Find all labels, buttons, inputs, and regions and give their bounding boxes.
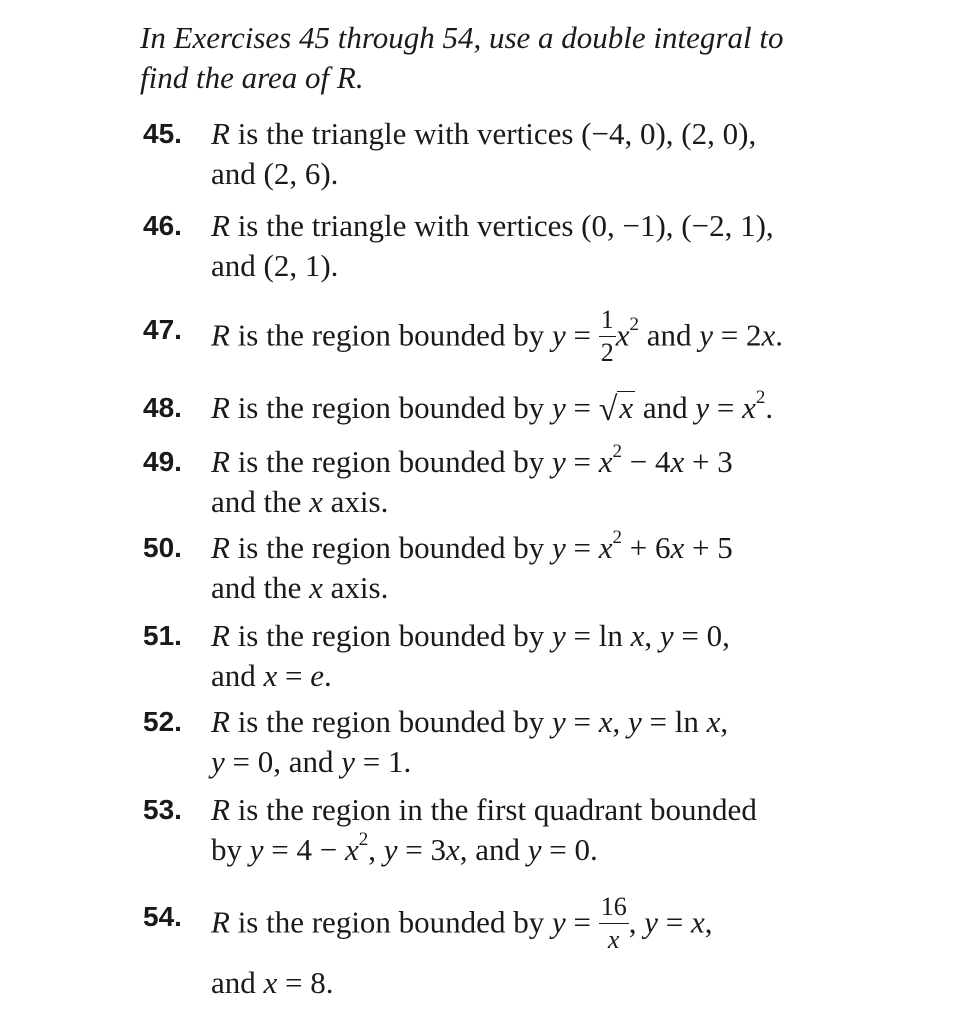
exercise-text-line-1: R is the region bounded by $y = x^2 - 4x + 3$ — [211, 440, 733, 479]
square-root: √x — [598, 390, 634, 428]
exercise-text-line-2: and x = 8. — [211, 965, 334, 1000]
exercise-number: 51. — [143, 620, 182, 651]
instructions-line-2: find the area of R. — [140, 60, 364, 95]
exercise-number: 54. — [143, 901, 182, 932]
fraction-one-half: $\frac{1}{2}$ — [600, 305, 614, 367]
exercise-text-line-1: R is the triangle with vertices (−4, 0), (2, 0), — [211, 116, 757, 151]
exercise-text-line-1: R is the triangle with vertices (0, −1), (−2, 1), — [211, 208, 774, 243]
exercise-text-line-1: R is the region in the first quadrant bounded — [211, 792, 757, 827]
exercise-text-line-2: and the x axis. — [211, 570, 389, 605]
exercise-text-line-2: and x = e. — [211, 658, 332, 693]
exercise-number: 45. — [143, 118, 182, 149]
fraction-16-over-x: $\frac{16}{x}$ — [600, 892, 627, 954]
exercise-number: 50. — [143, 532, 182, 563]
exercise-number: 46. — [143, 210, 182, 241]
exercise-number: 47. — [143, 314, 182, 345]
exercise-text-line-2: and the x axis. — [211, 484, 389, 519]
instructions — [140, 18, 900, 98]
exercise-text-line-1: R is the region bounded by y = $\frac{16}{x}$ , y = x, — [211, 892, 713, 954]
exercise-text-line-1: R is the region bounded by y = x, y = ln x, — [211, 704, 729, 739]
exercise-number: 48. — [143, 392, 182, 423]
exercise-text-line-1: R is the region bounded by y = √x and $y = x^2$. — [211, 386, 774, 428]
exercise-text-line-2: y = 0, and y = 1. — [211, 744, 412, 779]
exercise-text-line-2: by $y = 4 - x^2$, y = 3x, and y = 0. — [211, 828, 598, 867]
exercise-number: 53. — [143, 794, 182, 825]
exercise-text-line-1: R is the region bounded by y = $\frac{1}{2}$ $x^2$ and y = 2x. — [211, 305, 783, 367]
instructions-line-1: In Exercises 45 through 54, use a double integral to — [140, 20, 784, 55]
exercise-text-line-2: and (2, 1). — [211, 248, 339, 283]
exercise-text-line-2: and (2, 6). — [211, 156, 339, 191]
exercise-number: 49. — [143, 446, 182, 477]
exercise-text-line-1: R is the region bounded by $y = x^2 + 6x + 5$ — [211, 526, 733, 565]
exercise-text-line-1: R is the region bounded by y = ln x, y = 0, — [211, 618, 730, 653]
exercise-number: 52. — [143, 706, 182, 737]
